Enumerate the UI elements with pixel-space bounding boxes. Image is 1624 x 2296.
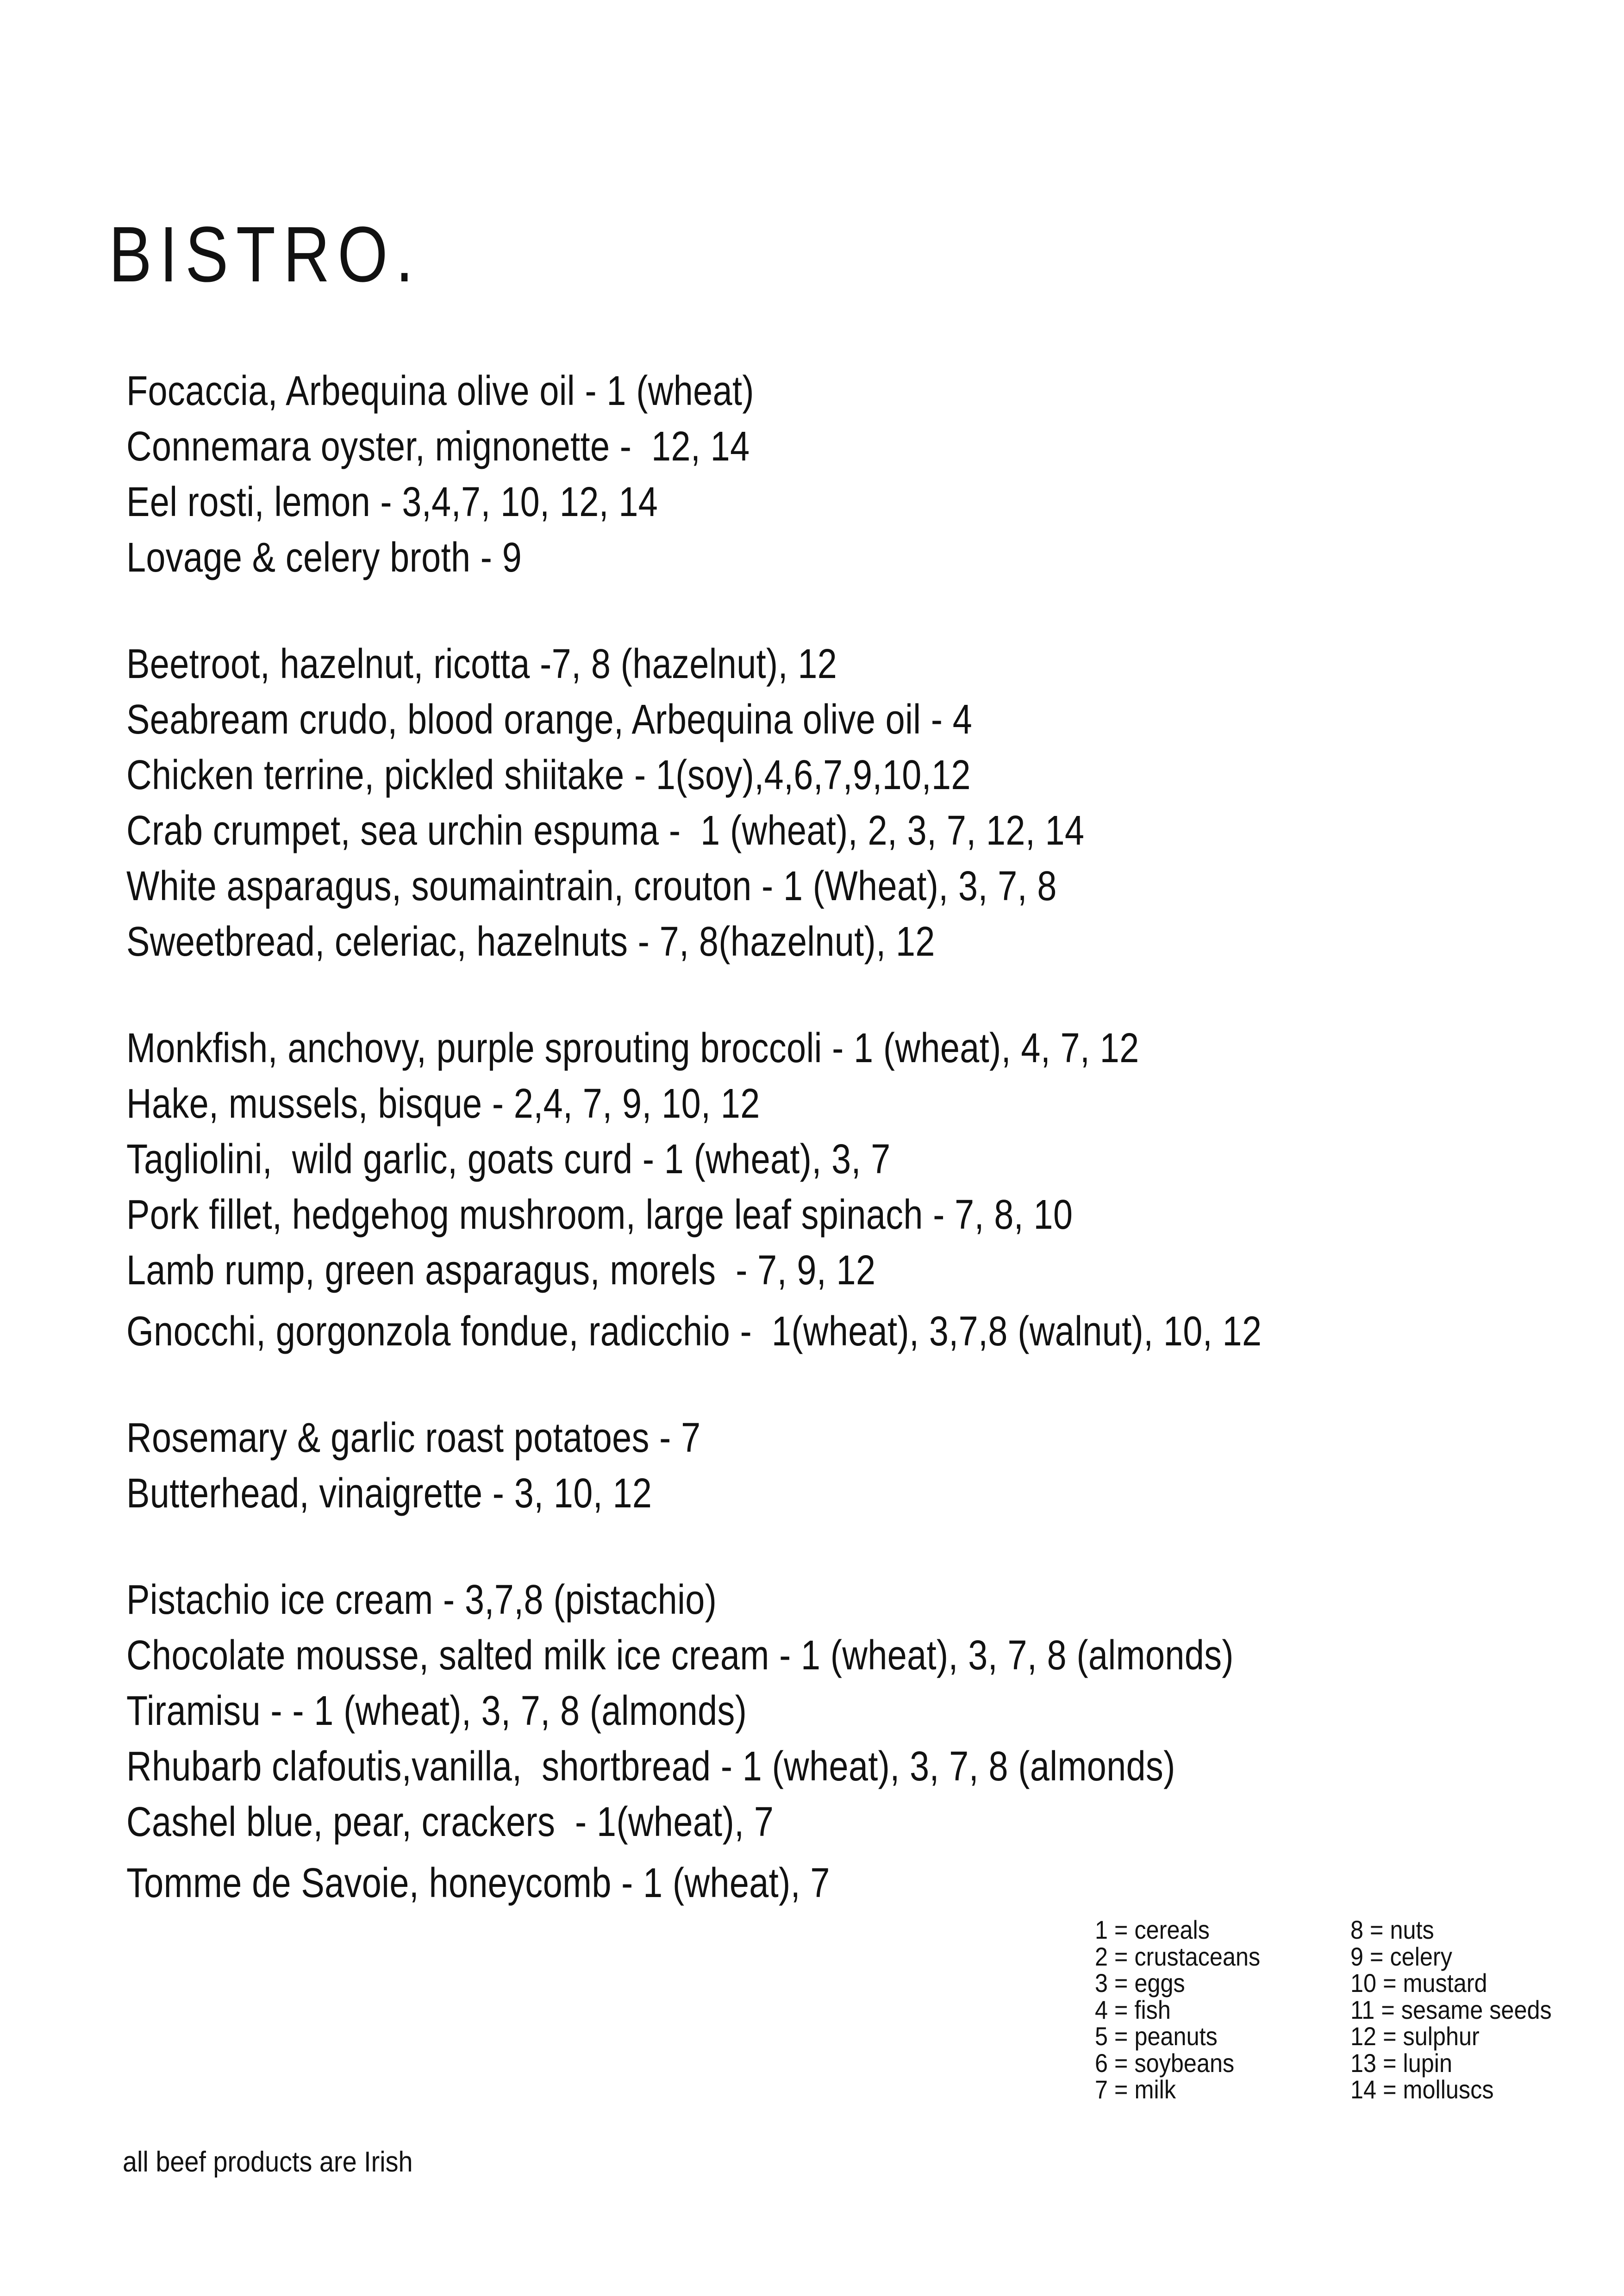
legend-item: 2 = crustaceans: [1095, 1941, 1261, 1971]
menu-item: Chicken terrine, pickled shiitake - 1(soy),4,6,7,9,10,12: [126, 752, 971, 798]
legend-item: 13 = lupin: [1350, 2048, 1452, 2078]
legend-item: 9 = celery: [1350, 1941, 1452, 1971]
legend-item: 4 = fish: [1095, 1995, 1171, 2024]
menu-item: Hake, mussels, bisque - 2,4, 7, 9, 10, 12: [126, 1081, 760, 1127]
legend-item: 10 = mustard: [1350, 1968, 1487, 1997]
page-title: BISTRO.: [109, 210, 421, 299]
legend-item: 5 = peanuts: [1095, 2022, 1218, 2051]
menu-item: Lovage & celery broth - 9: [126, 535, 522, 581]
menu-item: Tomme de Savoie, honeycomb - 1 (wheat), 7: [126, 1860, 830, 1906]
allergen-legend-column-1: [1095, 1916, 1260, 2103]
menu-item: Focaccia, Arbequina olive oil - 1 (wheat): [126, 368, 754, 414]
legend-item: 3 = eggs: [1095, 1968, 1185, 1997]
allergen-legend-column-2: [1350, 1916, 1552, 2103]
menu-item: Crab crumpet, sea urchin espuma - 1 (wheat), 2, 3, 7, 12, 14: [126, 808, 1085, 854]
menu-item: Gnocchi, gorgonzola fondue, radicchio - 1(wheat), 3,7,8 (walnut), 10, 12: [126, 1308, 1262, 1355]
menu-item: Rhubarb clafoutis,vanilla, shortbread - 1 (wheat), 3, 7, 8 (almonds): [126, 1743, 1175, 1790]
legend-item: 11 = sesame seeds: [1350, 1995, 1552, 2024]
menu-item: Seabream crudo, blood orange, Arbequina olive oil - 4: [126, 697, 973, 743]
legend-item: 14 = molluscs: [1350, 2075, 1494, 2104]
legend-item: 6 = soybeans: [1095, 2048, 1235, 2078]
menu-item: Butterhead, vinaigrette - 3, 10, 12: [126, 1470, 652, 1517]
menu-item: Monkfish, anchovy, purple sprouting broccoli - 1 (wheat), 4, 7, 12: [126, 1025, 1139, 1071]
menu-section-mains: [126, 1020, 1262, 1359]
menu-item: Sweetbread, celeriac, hazelnuts - 7, 8(hazelnut), 12: [126, 919, 935, 965]
menu-item: Chocolate mousse, salted milk ice cream - 1 (wheat), 3, 7, 8 (almonds): [126, 1632, 1234, 1679]
menu-item: Beetroot, hazelnut, ricotta -7, 8 (hazelnut), 12: [126, 641, 837, 687]
menu-item: Eel rosti, lemon - 3,4,7, 10, 12, 14: [126, 479, 658, 525]
menu-item: Connemara oyster, mignonette - 12, 14: [126, 423, 750, 470]
menu-item: Tiramisu - - 1 (wheat), 3, 7, 8 (almonds): [126, 1688, 747, 1734]
legend-item: 1 = cereals: [1095, 1915, 1210, 1944]
footer-note: all beef products are Irish: [123, 2146, 413, 2178]
menu-section-starters: [126, 636, 1254, 970]
menu-item: Cashel blue, pear, crackers - 1(wheat), 7: [126, 1799, 774, 1845]
menu-item: Pistachio ice cream - 3,7,8 (pistachio): [126, 1577, 717, 1623]
menu-item: White asparagus, soumaintrain, crouton - 1 (Wheat), 3, 7, 8: [126, 863, 1057, 909]
menu-item: Rosemary & garlic roast potatoes - 7: [126, 1415, 701, 1461]
legend-item: 12 = sulphur: [1350, 2022, 1480, 2051]
menu-section-desserts: [126, 1572, 1254, 1911]
menu-body: [126, 363, 1469, 1962]
allergen-legend: [0, 1916, 1624, 2120]
legend-item: 8 = nuts: [1350, 1915, 1434, 1944]
menu-item: Tagliolini, wild garlic, goats curd - 1 (wheat), 3, 7: [126, 1136, 891, 1182]
menu-item: Pork fillet, hedgehog mushroom, large leaf spinach - 7, 8, 10: [126, 1192, 1073, 1238]
legend-item: 7 = milk: [1095, 2075, 1176, 2104]
menu-section-sides: [126, 1410, 1254, 1521]
menu-section-snacks: [126, 363, 1254, 585]
menu-item: Lamb rump, green asparagus, morels - 7, 9, 12: [126, 1247, 876, 1294]
